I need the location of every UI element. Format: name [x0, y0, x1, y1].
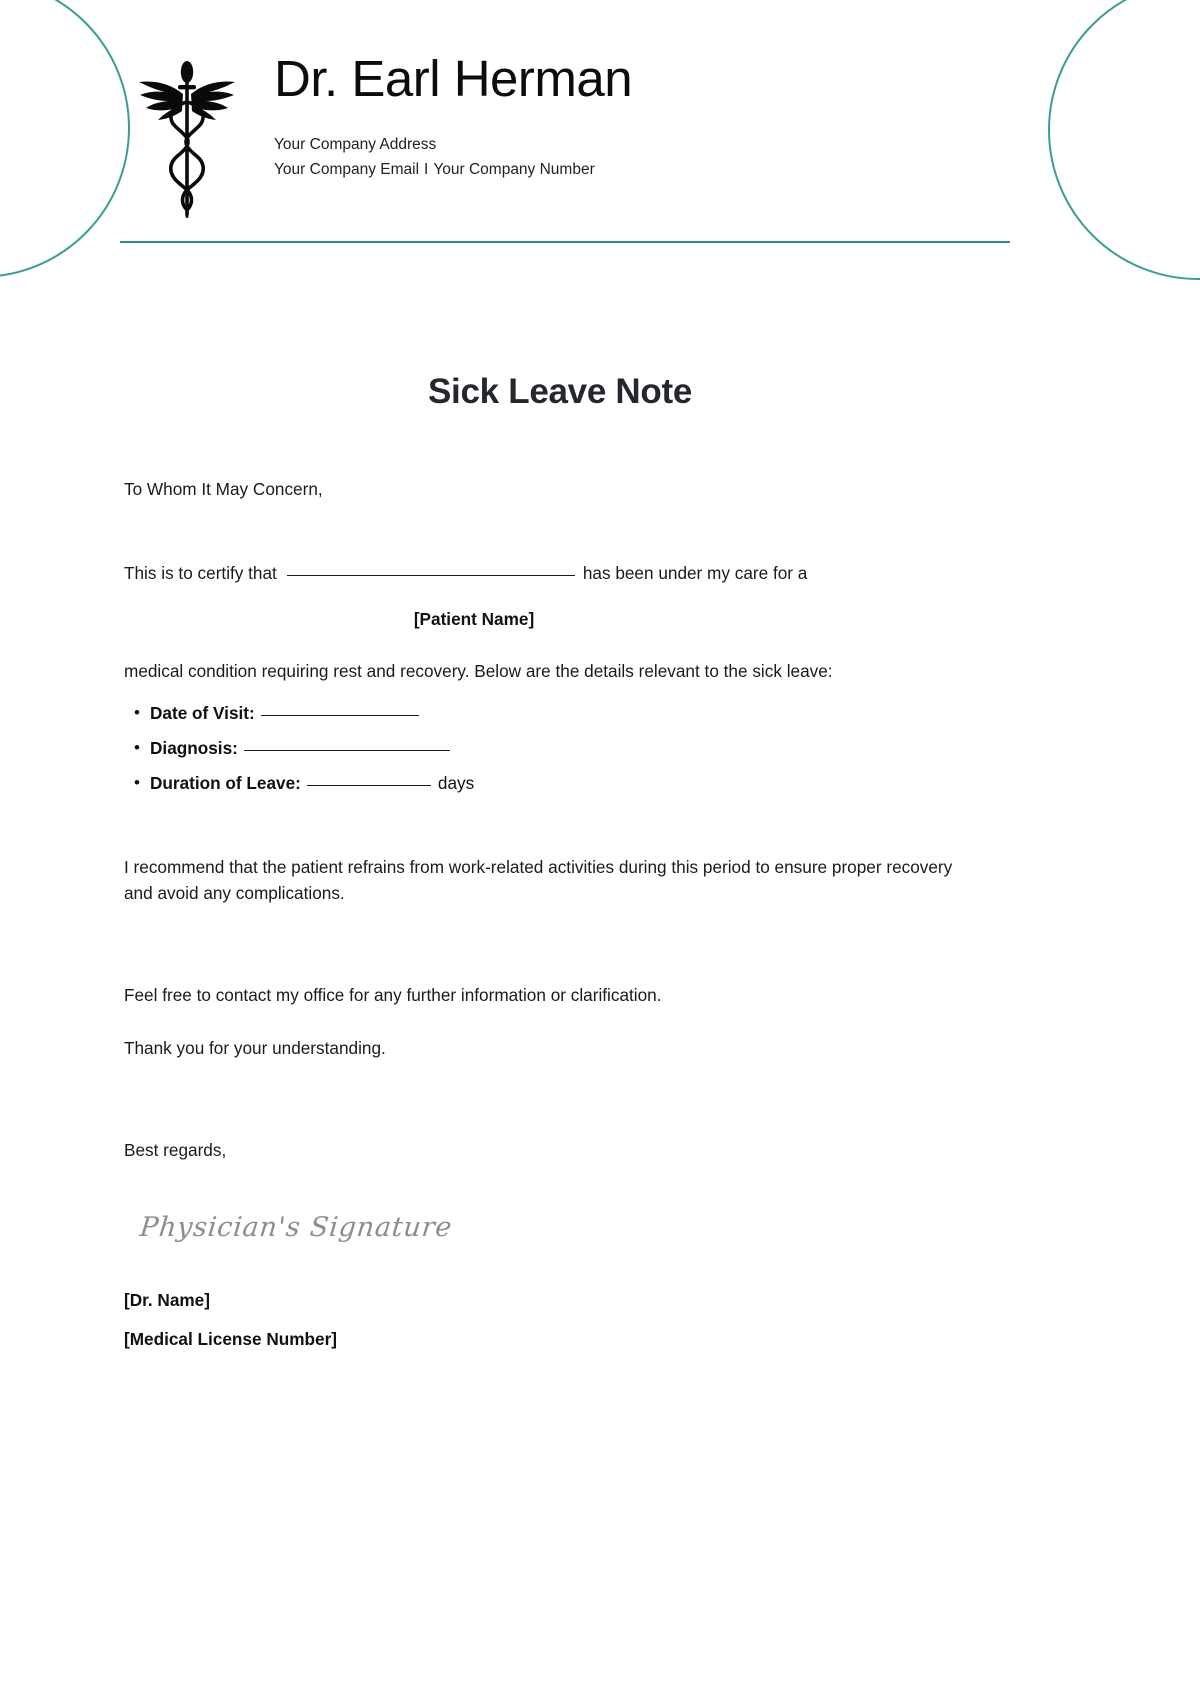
detail-label: Date of Visit: — [150, 702, 255, 723]
list-item-duration-of-leave — [124, 772, 984, 793]
spacer — [124, 810, 984, 854]
detail-label: Diagnosis: — [150, 737, 238, 758]
doctor-name-placeholder: [Dr. Name] — [124, 1289, 210, 1310]
duration-unit: days — [437, 772, 475, 793]
recommendation-paragraph: I recommend that the patient refrains from work-related activities during this period to ensure proper recovery and avoid any complications. — [124, 857, 953, 904]
caduceus-icon — [122, 48, 252, 224]
company-number: Your Company Number — [433, 160, 595, 178]
physician-signature: Physician's Signature — [138, 1211, 454, 1243]
spacer — [124, 1009, 984, 1035]
header-divider — [120, 241, 1010, 243]
letterhead-header — [122, 48, 1012, 224]
body-paragraph: medical condition requiring rest and recovery. Below are the details relevant to the sick leave: — [124, 661, 833, 682]
spacer — [124, 502, 984, 560]
certify-suffix: has been under my care for a — [582, 563, 808, 584]
certify-line — [124, 560, 984, 586]
page-title: Sick Leave Note — [428, 372, 692, 411]
spacer — [124, 1061, 984, 1137]
sick-leave-details-list — [124, 702, 984, 793]
doctor-name: Dr. Earl Herman — [274, 50, 633, 107]
decorative-circle-left-icon — [0, 0, 130, 278]
patient-name-blank[interactable] — [287, 575, 575, 576]
certify-prefix: This is to certify that — [124, 563, 277, 584]
duration-of-leave-blank[interactable] — [307, 785, 431, 786]
list-item-diagnosis — [124, 737, 984, 758]
decorative-circle-right-icon — [1048, 0, 1200, 280]
salutation: To Whom It May Concern, — [124, 479, 323, 499]
spacer — [124, 906, 984, 982]
spacer — [124, 1248, 984, 1292]
company-email-phone — [274, 157, 1012, 182]
spacer — [124, 632, 984, 658]
contact-note: Feel free to contact my office for any further information or clarification. — [124, 985, 662, 1006]
patient-name-label: [Patient Name] — [413, 609, 535, 630]
letterhead-text — [252, 48, 1012, 182]
diagnosis-blank[interactable] — [244, 750, 450, 751]
contact-separator: I — [424, 160, 429, 178]
closing-line: Best regards, — [124, 1139, 227, 1160]
document-body — [124, 476, 984, 1348]
company-email: Your Company Email — [274, 160, 420, 178]
company-address: Your Company Address — [274, 135, 437, 153]
spacer — [124, 1163, 984, 1207]
medical-license-placeholder: [Medical License Number] — [124, 1329, 337, 1350]
contact-block — [274, 132, 1012, 182]
list-item-date-of-visit — [124, 702, 984, 723]
date-of-visit-blank[interactable] — [261, 715, 419, 716]
detail-label: Duration of Leave: — [150, 772, 301, 793]
thanks-line: Thank you for your understanding. — [124, 1037, 386, 1058]
